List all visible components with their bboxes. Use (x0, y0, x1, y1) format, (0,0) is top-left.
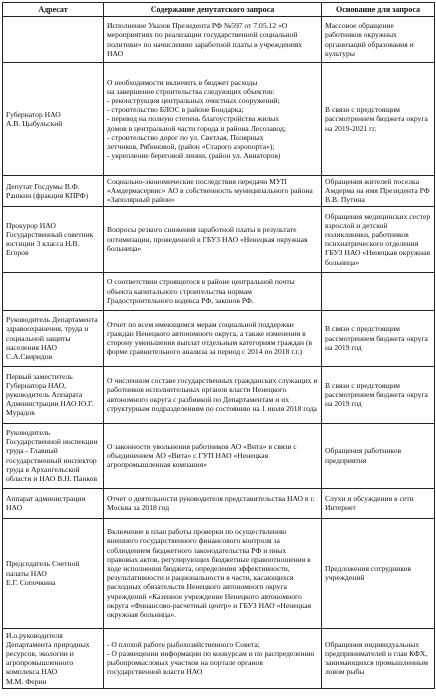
addressee-cell: Председатель Счетной палаты НАО Е.Г. Сопочкина (3, 518, 104, 628)
header-basis: Основание для запроса (322, 3, 435, 17)
table-row (3, 310, 435, 366)
table-header-row (3, 3, 435, 17)
content-cell: О численном составе государственных гражданских служащих и работников исполнительных органов власти Ненецкого автономного округа с разбивкой по Департаментам и их структурным подразделениям по состоянию на 1 июля 2018 года (104, 366, 322, 423)
addressee-cell: Аппарат администрации НАО (3, 488, 104, 518)
header-addressee: Адресат (3, 3, 104, 17)
addressee-cell: И.о.руководителя Департамента природных ресурсов, экологии и агропромышленного комплекса НАО М.М. Ферин (3, 628, 104, 688)
content-cell: Отчет о деятельности руководителя представительства НАО в г. Москва за 2018 год (104, 488, 322, 518)
basis-cell: Обращения медицинских сестер взрослой и детской поликлиники, работников психиатрического отделения ГБУЗ НАО «Ненецкая окружная больница» (322, 206, 435, 272)
deputy-requests-table (2, 2, 435, 689)
table-row (3, 423, 435, 488)
addressee-cell: Руководитель Государственной инспекции труда - Главный государственный инспектор труда в Архангельской области и НАО В.Н. Панков (3, 423, 104, 488)
table-row (3, 488, 435, 518)
table-row (3, 17, 435, 63)
content-cell: О необходимости включить в бюджет расходы на завершение строительства следующих объектов: - реконструкция центральных очистных сооружений; - строительство БЛОС в районе Бондарка; - перевод на полную степень благоустройства жилых домов в центральной части города и района Лесозавод; - строительство дорог по ул. Светлая, Полярных летчиков, Рябиновой, (район «Старого аэропорта»); - укрепление береговой линии, (район ул. Авиаторов) (104, 63, 322, 176)
addressee-cell: Руководитель Департамента здравоохранения, труда и социальной защиты населения НАО С.А.Свиридов (3, 310, 104, 366)
addressee-cell (3, 272, 104, 310)
content-cell: Исполнение Указов Президента РФ №597 от 7.05.12 «О мероприятиях по реализации государственной социальной политики» по начислению заработной платы в учреждениях НАО (104, 17, 322, 63)
header-content: Содержание депутатского запроса (104, 3, 322, 17)
content-cell: Вопросы резкого снижения заработной платы в результате оптимизации, проведенной в ГБУЗ НАО «Ненецкая окружная больница» (104, 206, 322, 272)
addressee-cell: Прокурор НАО Государственный советник юстиции 3 класса Н.В. Егоров (3, 206, 104, 272)
content-cell: О законности увольнения работников АО «Вита» в связи с объединением АО «Вита» с ГУП НАО «Ненецкая агропромышленная компания» (104, 423, 322, 488)
addressee-cell: Губернатор НАО А.В. Цыбульский (3, 63, 104, 176)
basis-cell: В связи с предстоящим рассмотрением бюджета округа на 2019-2021 гг. (322, 63, 435, 176)
basis-cell: В связи с предстоящим рассмотрением бюджета округа на 2019 год (322, 310, 435, 366)
addressee-cell: Первый заместитель Губернатора НАО, руководитель Аппарата Администрации НАО Ю.Г. Мурадов (3, 366, 104, 423)
table-row (3, 518, 435, 628)
addressee-cell (3, 17, 104, 63)
content-cell: Отчет по всем имеющимся мерам социальной поддержки граждан Ненецкого автономного округа, а также изменения в сторону уменьшения выплат отдельным категориям граждан (в форме сравнительного анализа за период с 2014 по 2018 г.г.) (104, 310, 322, 366)
table-row (3, 628, 435, 688)
table-row (3, 206, 435, 272)
basis-cell: Обращения индивидуальных предпринимателей и глав КФХ, занимающихся промышленным ловом рыбы (322, 628, 435, 688)
table-row (3, 366, 435, 423)
content-cell: О соответствии строящегося в районе центральной почты объекта капитального строительства нормам Градостроительного кодекса РФ, законов РФ. (104, 272, 322, 310)
basis-cell: Слухи и обсуждения в сети Интернет (322, 488, 435, 518)
basis-cell: Обращения жителей поселка Амдерма на имя Президента РФ В.В. Путина (322, 176, 435, 207)
table-row (3, 272, 435, 310)
content-cell: Социально-экономические последствия передачи МУП «Амдермасервис» АО в собственность муниципального района «Заполярный район» (104, 176, 322, 207)
table-row (3, 176, 435, 207)
basis-cell: Обращения работников предприятия (322, 423, 435, 488)
addressee-cell: Депутат Госдумы В.Ф. Рашкин (фракция КПРФ) (3, 176, 104, 207)
content-cell: Включение в план работы проверки по осуществлению внешнего государственного финансового контроля за соблюдением бюджетного законодательства РФ и иных правовых актов, регулирующих бюджетные правоотношения в ходе исполнения бюджета, определения эффективности, результативности и рациональности в части, касающихся расходных обязательств Ненецкого автономного округа учреждений «Казенное учреждение Ненецкого автономного округа «Финансово-расчетный центр» и ГБУЗ НАО «Ненецкая окружная больница». (104, 518, 322, 628)
basis-cell (322, 272, 435, 310)
table-row (3, 63, 435, 176)
content-cell: - О плохой работе рыбохозяйственного Совета; - О размещении информации по конкурсам и по распределению рыбопромысловых участков на портале органов государственной власти НАО (104, 628, 322, 688)
basis-cell: Предложения сотрудников учреждений (322, 518, 435, 628)
basis-cell: Массовое обращение работников окружных организаций образования и культуры (322, 17, 435, 63)
basis-cell: В связи с предстоящим рассмотрением бюджета округа на 2019 год (322, 366, 435, 423)
